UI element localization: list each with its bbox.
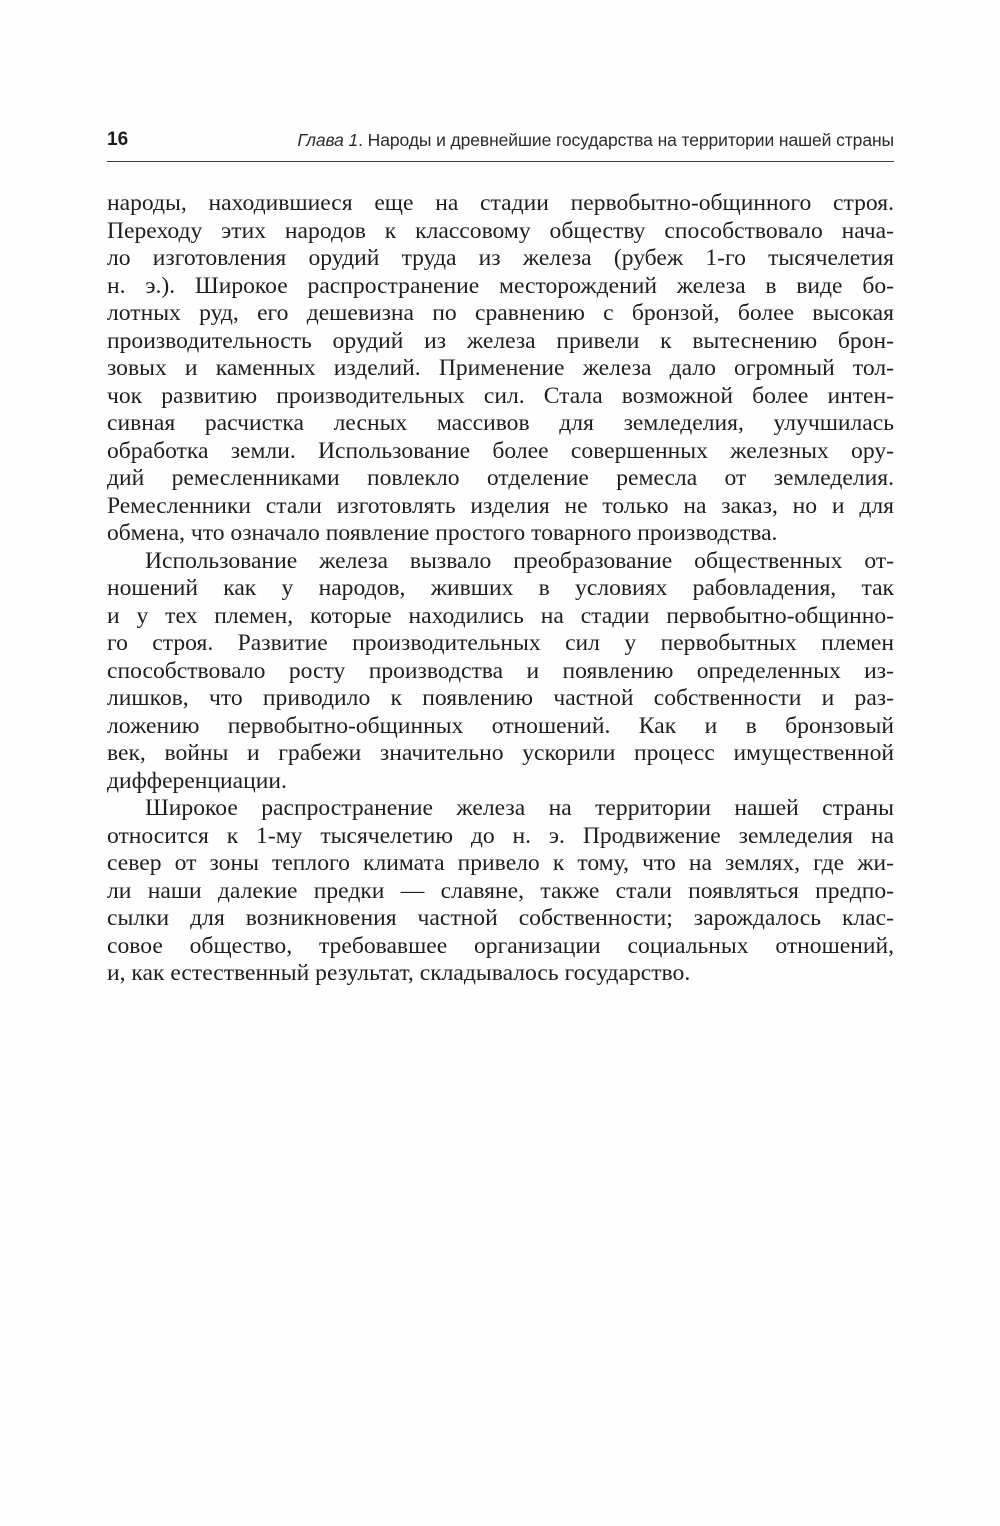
header-rule bbox=[107, 161, 894, 162]
text-line: го строя. Развитие производительных сил у первобытных племен bbox=[107, 630, 894, 656]
text-line: сивная расчистка лесных массивов для земледелия, улучшилась bbox=[107, 410, 894, 436]
text-line: дий ремесленниками повлекло отделение ремесла от земледелия. bbox=[107, 465, 894, 491]
text-line: производительность орудий из железа привели к вытеснению брон- bbox=[107, 327, 894, 354]
chapter-label: Глава 1 bbox=[297, 130, 359, 150]
paragraph-2 bbox=[107, 548, 894, 796]
text-line: совое общество, требовавшее организации социальных отношений, bbox=[107, 932, 894, 959]
text-line: народы, находившиеся еще на стадии первобытно-общинного строя. bbox=[107, 190, 894, 216]
text-line: обработка земли. Использование более совершенных железных ору- bbox=[107, 437, 894, 464]
text-line: лотных руд, его дешевизна по сравнению с бронзой, более высокая bbox=[107, 300, 894, 326]
chapter-title bbox=[297, 130, 894, 151]
text-line: способствовало росту производства и появлению определенных из- bbox=[107, 657, 894, 684]
text-line: н. э.). Широкое распространение месторождений железа в виде бо- bbox=[107, 272, 894, 299]
text-line: Ремесленники стали изготовлять изделия не только на заказ, но и для bbox=[107, 492, 894, 519]
text-line: север от зоны теплого климата привело к тому, что на землях, где жи- bbox=[107, 850, 894, 876]
paragraph-1 bbox=[107, 190, 894, 548]
text-line: лишков, что приводило к появлению частной собственности и раз- bbox=[107, 685, 894, 711]
text-line: век, войны и грабежи значительно ускорили процесс имущественной bbox=[107, 740, 894, 766]
text-line: зовых и каменных изделий. Применение железа дало огромный тол- bbox=[107, 355, 894, 381]
text-line: ли наши далекие предки — славяне, также стали появляться предпо- bbox=[107, 877, 894, 904]
text-line: ложению первобытно-общинных отношений. Как и в бронзовый bbox=[107, 712, 894, 739]
text-line: чок развитию производительных сил. Стала возможной более интен- bbox=[107, 382, 894, 409]
text-line: и у тех племен, которые находились на стадии первобытно-общинно- bbox=[107, 602, 894, 629]
text-line: Широкое распространение железа на территории нашей страны bbox=[145, 795, 894, 821]
text-line: ло изготовления орудий труда из железа (рубеж 1-го тысячелетия bbox=[107, 245, 894, 271]
text-line: и, как естественный результат, складывалось государство. bbox=[107, 960, 691, 986]
text-line: сылки для возникновения частной собственности; зарождалось клас- bbox=[107, 905, 894, 931]
text-line: Использование железа вызвало преобразование общественных от- bbox=[145, 547, 894, 574]
text-line: Переходу этих народов к классовому обществу способствовало нача- bbox=[107, 217, 894, 244]
text-line: ношений как у народов, живших в условиях рабовладения, так bbox=[107, 575, 894, 601]
chapter-title-text: . Народы и древнейшие государства на территории нашей страны bbox=[358, 130, 894, 150]
running-head bbox=[107, 126, 894, 156]
body-text bbox=[107, 190, 894, 988]
text-line: дифференциации. bbox=[107, 767, 287, 794]
text-line: относится к 1-му тысячелетию до н. э. Продвижение земледелия на bbox=[107, 822, 894, 849]
paragraph-3 bbox=[107, 795, 894, 988]
text-line: обмена, что означало появление простого товарного производства. bbox=[107, 520, 778, 546]
page-number: 16 bbox=[107, 129, 129, 150]
